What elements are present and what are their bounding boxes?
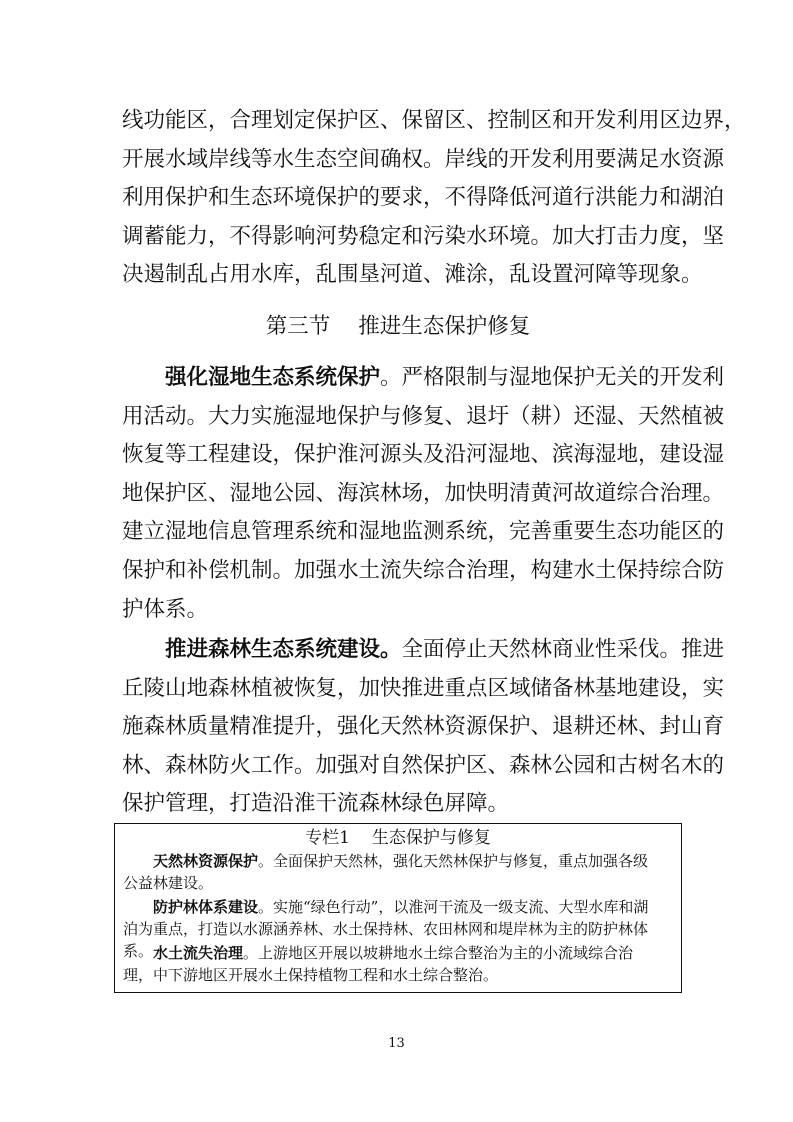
text-line: 调蓄能力，不得影响河势稳定和污染水环境。加大打击力度，坚 — [122, 223, 725, 249]
text-line — [122, 359, 725, 398]
text-line: 线功能区，合理划定保护区、保留区、控制区和开发利用区边界， — [122, 108, 746, 133]
text-segment: 。实施“绿色行动”，以淮河干流及一级支流、大型水库和湖 — [258, 898, 649, 916]
text-line — [123, 850, 675, 872]
text-line: 用活动。大力实施湿地保护与修复、退圩（耕）还湿、天然植被 — [122, 403, 725, 429]
text-line — [123, 896, 675, 918]
column-item-lead-bold: 天然林资源保护 — [153, 852, 259, 870]
text-segment: 全面停止天然林商业性采伐。推进 — [401, 637, 725, 662]
text-line: 开展水域岸线等水生态空间确权。岸线的开发利用要满足水资源 — [122, 146, 725, 172]
text-line: 恢复等工程建设，保护淮河源头及沿河湿地、滨海湿地，建设湿 — [122, 442, 725, 468]
column-box-title — [115, 826, 681, 850]
column-box-label: 专栏1 — [305, 828, 350, 848]
text-line — [122, 631, 725, 670]
text-line: 丘陵山地森林植被恢复，加快推进重点区域储备林基地建设，实 — [122, 675, 725, 701]
section-heading — [122, 312, 674, 342]
text-line: 保护和补偿机制。加强水土流失综合治理，构建水土保持综合防 — [122, 557, 725, 583]
text-line: 施森林质量精准提升，强化天然林资源保护、退耕还林、封山育 — [122, 714, 725, 740]
text-line: 理，中下游地区开展水土保持植物工程和水土综合整治。 — [123, 966, 499, 984]
text-line: 保护管理，打造沿淮干流森林绿色屏障。 — [122, 791, 510, 817]
column-item-soil-erosion — [123, 942, 675, 986]
text-line: 利用保护和生态环境保护的要求，不得降低河道行洪能力和湖泊 — [122, 185, 725, 211]
paragraph-lead-bold: 强化湿地生态系统保护 — [165, 365, 381, 390]
paragraph-wetland — [122, 359, 725, 629]
text-line: 泊为重点，打造以水源涵养林、水土保持林、农田林网和堤岸林为主的防护林体 — [123, 920, 649, 938]
paragraph-lead-bold: 推进森林生态系统建设。 — [165, 637, 402, 662]
page-number: 13 — [388, 1036, 405, 1051]
text-line — [123, 942, 675, 964]
paragraph-shoreline — [122, 102, 746, 295]
column-box — [114, 823, 682, 993]
section-title: 推进生态保护修复 — [358, 314, 531, 339]
text-line: 公益林建设。 — [123, 874, 214, 892]
column-item-lead-bold: 水土流失治理 — [153, 944, 244, 962]
text-line: 决遏制乱占用水库，乱围垦河道、滩涂，乱设置河障等现象。 — [122, 262, 703, 288]
paragraph-forest — [122, 631, 725, 824]
text-segment: 。上游地区开展以坡耕地水土综合整治为主的小流域综合治 — [243, 944, 634, 962]
column-item-lead-bold: 防护林体系建设 — [153, 898, 259, 916]
text-line: 护体系。 — [122, 596, 209, 622]
column-item-natural-forest — [123, 850, 675, 894]
text-line: 系。 — [123, 942, 154, 960]
text-line: 林、森林防火工作。加强对自然保护区、森林公园和古树名木的 — [122, 752, 725, 778]
text-line: 建立湿地信息管理系统和湿地监测系统，完善重要生态功能区的 — [122, 519, 725, 545]
text-line: 地保护区、湿地公园、海滨林场，加快明清黄河故道综合治理。 — [122, 480, 725, 506]
text-segment: 。严格限制与湿地保护无关的开发利 — [380, 365, 725, 390]
column-box-heading: 生态保护与修复 — [371, 828, 491, 848]
text-segment: 。全面保护天然林，强化天然林保护与修复，重点加强各级 — [258, 852, 649, 870]
section-number: 第三节 — [265, 314, 331, 339]
